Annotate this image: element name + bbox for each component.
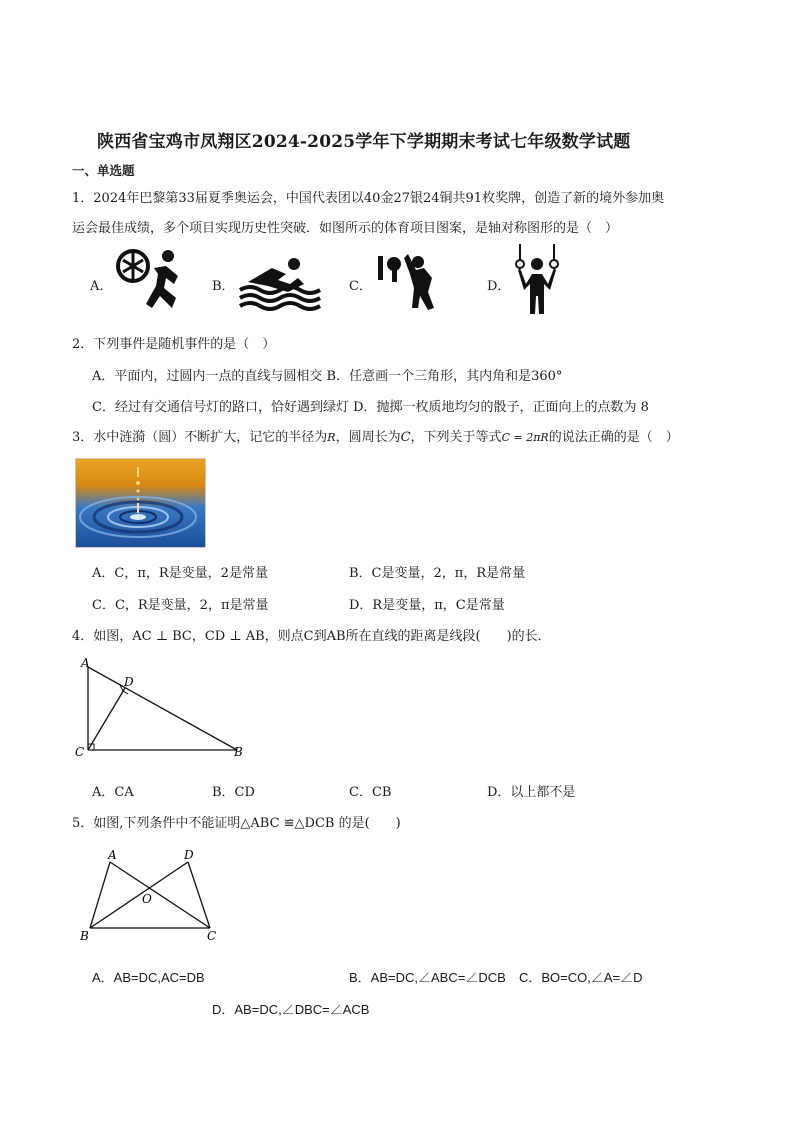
q3-radius-symbol: R bbox=[327, 431, 336, 444]
q5-point-a-label: A bbox=[108, 848, 117, 862]
q1-option-a-label: A． bbox=[90, 279, 113, 294]
q5-stem: 5．如图,下列条件中不能证明△ABC ≌△DCB 的是( ) bbox=[72, 816, 401, 831]
q3-stem-part-4: 的说法正确的是（ ） bbox=[548, 430, 679, 445]
q2-options-cd: C．经过有交通信号灯的路口，恰好遇到绿灯 D．抛掷一枚质地均匀的骰子，正面向上的点数为 8 bbox=[92, 400, 649, 415]
q5-point-o-label: O bbox=[142, 892, 152, 906]
q4-option-c: C．CB bbox=[349, 785, 392, 800]
q3-option-b: B．C是变量，2，π，R是常量 bbox=[349, 566, 526, 581]
q4-point-c-label: C bbox=[75, 745, 85, 759]
section-heading: 一、单选题 bbox=[72, 163, 135, 178]
q4-stem: 4．如图，AC ⊥ BC，CD ⊥ AB，则点C到AB所在直线的距离是线段( )的长． bbox=[72, 629, 551, 644]
volleyball-player-icon bbox=[372, 252, 446, 312]
q1-option-c-label: C． bbox=[349, 279, 372, 294]
q4-option-b: B．CD bbox=[212, 785, 255, 800]
q4-triangle-diagram bbox=[75, 655, 255, 760]
q2-stem: 2．下列事件是随机事件的是（ ） bbox=[72, 337, 276, 352]
q4-option-a: A．CA bbox=[92, 785, 134, 800]
q5-point-b-label: B bbox=[80, 929, 89, 943]
q5-option-a: A．AB=DC,AC=DB bbox=[92, 970, 205, 985]
rings-gymnast-icon bbox=[512, 244, 562, 316]
q4-point-d-label: D bbox=[124, 675, 134, 689]
q5-point-d-label: D bbox=[184, 848, 194, 862]
q3-stem-part-1: 3．水中涟漪（圆）不断扩大，记它的半径为 bbox=[72, 430, 328, 445]
q1-option-d-label: D． bbox=[487, 279, 511, 294]
q2-options-ab: A．平面内，过圆内一点的直线与圆相交 B．任意画一个三角形，其内角和是360° bbox=[92, 369, 563, 384]
swimmer-icon bbox=[238, 256, 320, 310]
q4-point-b-label: B bbox=[234, 745, 243, 759]
q1-option-b-label: B． bbox=[212, 279, 235, 294]
q5-option-c: C．BO=CO,∠A=∠D bbox=[519, 970, 643, 985]
q3-option-c: C．C，R是变量，2，π是常量 bbox=[92, 598, 269, 613]
q5-option-d: D．AB=DC,∠DBC=∠ACB bbox=[212, 1002, 370, 1017]
q3-option-d: D．R是变量，π，C是常量 bbox=[349, 598, 505, 613]
q3-formula: C = 2πR bbox=[501, 431, 549, 444]
q5-quadrilateral-diagram bbox=[78, 846, 228, 946]
q1-line1: 1．2024年巴黎第33届夏季奥运会，中国代表团以40金27银24铜共91枚奖牌，创造了新的境外参加奥 bbox=[72, 191, 665, 206]
q3-circumference-symbol: C bbox=[400, 430, 411, 445]
water-ripple-image bbox=[75, 458, 206, 548]
q3-stem bbox=[72, 426, 679, 445]
q1-line2: 运会最佳成绩，多个项目实现历史性突破．如图所示的体育项目图案，是轴对称图形的是（ ） bbox=[72, 221, 619, 236]
q3-stem-part-2: ，圆周长为 bbox=[335, 430, 401, 445]
q3-option-a: A．C，π，R是变量，2是常量 bbox=[92, 566, 268, 581]
soccer-player-icon bbox=[116, 248, 190, 312]
q4-point-a-label: A bbox=[81, 656, 90, 670]
q5-option-b: B．AB=DC,∠ABC=∠DCB bbox=[349, 970, 506, 985]
page-title: 陕西省宝鸡市凤翔区2024-2025学年下学期期末考试七年级数学试题 bbox=[97, 132, 631, 152]
q3-stem-part-3: ，下列关于等式 bbox=[410, 430, 502, 445]
q5-point-c-label: C bbox=[207, 929, 217, 943]
q4-option-d: D．以上都不是 bbox=[487, 785, 576, 800]
